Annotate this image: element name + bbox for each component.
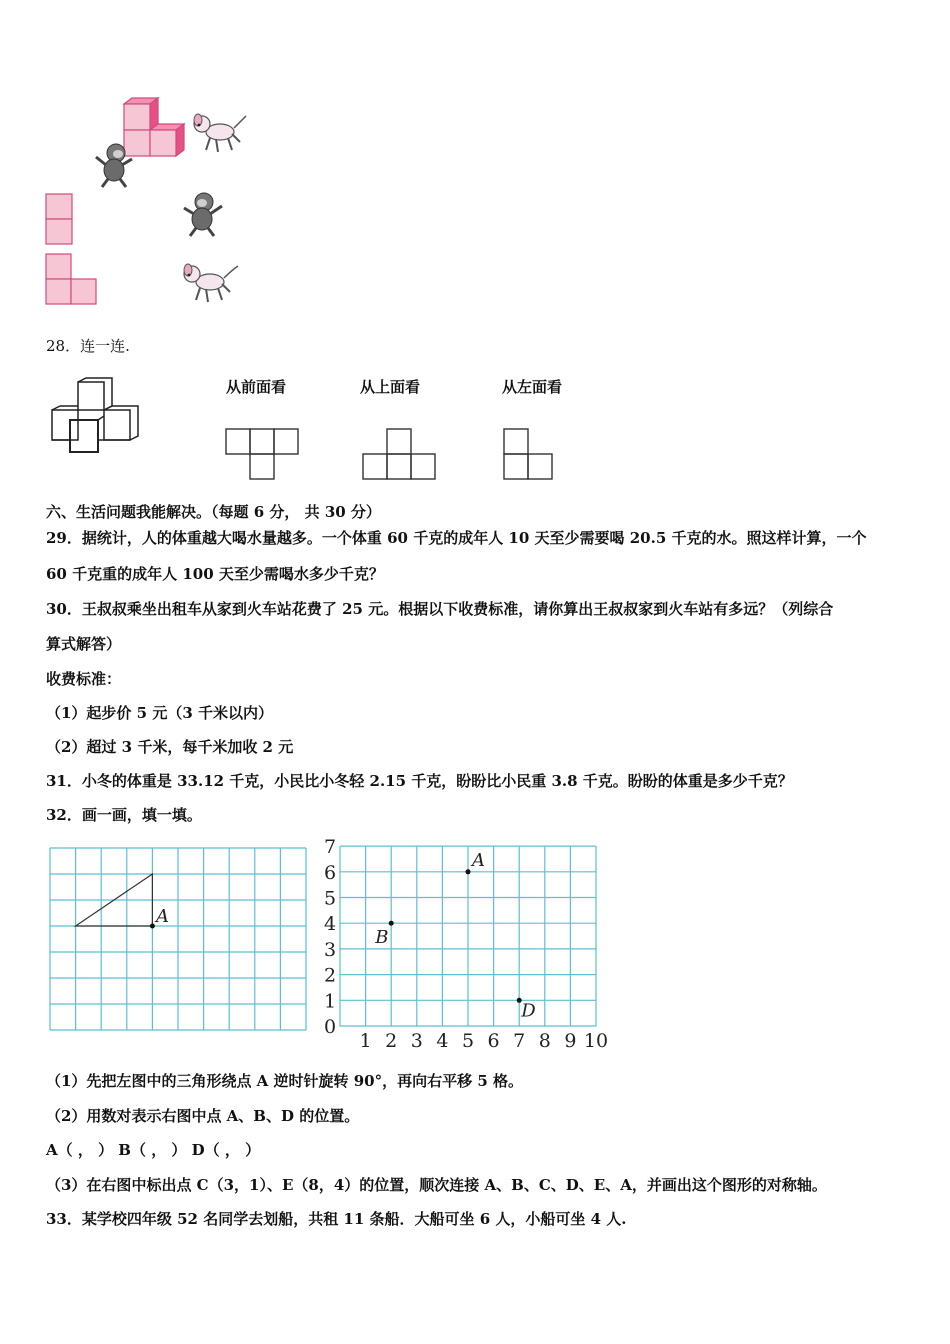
view-top-shape	[362, 428, 438, 482]
q32-sub2: （2）用数对表示右图中点 A、B、D 的位置。	[46, 1107, 360, 1125]
q27-view-column	[45, 193, 75, 247]
dog-icon	[180, 262, 240, 306]
y-tick-label: 6	[324, 861, 337, 884]
q31-line1: 31．小冬的体重是 33.12 千克，小民比小冬轻 2.15 千克，盼盼比小民重 3.8 千克。盼盼的体重是多少千克？	[46, 772, 793, 790]
q30-fee-rule1: （1）起步价 5 元（3 千米以内）	[46, 704, 273, 722]
left-point-a-label: A	[156, 906, 169, 927]
x-tick-label: 9	[564, 1030, 577, 1052]
x-tick-label: 2	[385, 1030, 398, 1052]
x-tick-label: 6	[487, 1030, 500, 1052]
point-b-label: B	[375, 927, 389, 949]
view-front-shape	[225, 428, 301, 482]
x-tick-label: 8	[538, 1030, 551, 1052]
view-front-label: 从前面看	[226, 378, 287, 396]
q32-sub1: （1）先把左图中的三角形绕点 A 逆时针旋转 90°，再向右平移 5 格。	[46, 1072, 523, 1090]
q32-sub2-answer[interactable]: A（ ， ） B（ ， ） D（ ， ）	[46, 1141, 261, 1159]
q30-line2: 算式解答）	[46, 635, 122, 653]
y-tick-label: 5	[324, 887, 337, 910]
q32-right-grid	[318, 838, 608, 1058]
q32-left-grid	[50, 848, 312, 1032]
view-left-shape	[503, 428, 555, 482]
x-tick-label: 1	[359, 1030, 372, 1052]
view-top-label: 从上面看	[360, 378, 421, 396]
q28-title: 28．连一连.	[46, 337, 130, 355]
q29-line1: 29．据统计，人的体重越大喝水量越多。一个体重 60 千克的成年人 10 天至少需要喝 20.5 千克的水。照这样计算，一个	[46, 529, 867, 547]
y-tick-label: 0	[324, 1016, 337, 1038]
view-left-label: 从左面看	[502, 378, 563, 396]
q30-line1: 30．王叔叔乘坐出租车从家到火车站花费了 25 元。根据以下收费标准，请你算出王叔叔家到火车站有多远？（列综合	[46, 600, 834, 618]
q32-sub3: （3）在右图中标出点 C（3，1）、E（8，4）的位置，顺次连接 A、B、C、D、E、A，并画出这个图形的对称轴。	[46, 1176, 827, 1194]
x-tick-label: 10	[583, 1030, 609, 1052]
y-tick-label: 3	[324, 938, 337, 961]
point-b	[389, 921, 394, 926]
left-point-a	[150, 924, 155, 929]
dog-icon	[190, 112, 248, 156]
q30-fee-title: 收费标准：	[46, 670, 122, 688]
point-a	[466, 869, 471, 874]
y-tick-label: 1	[324, 990, 337, 1013]
y-tick-label: 2	[324, 964, 337, 987]
q29-line2: 60 千克重的成年人 100 天至少需喝水多少千克？	[46, 565, 384, 583]
section-6-title: 六、生活问题我能解决。（每题 6 分， 共 30 分）	[46, 503, 381, 521]
point-a-label: A	[472, 849, 485, 871]
q30-fee-rule2: （2）超过 3 千米，每千米加收 2 元	[46, 738, 294, 756]
y-tick-label: 4	[324, 913, 337, 936]
x-tick-label: 3	[410, 1030, 423, 1052]
y-tick-label: 7	[324, 836, 337, 859]
q27-view-l-shape	[45, 253, 101, 307]
x-tick-label: 5	[461, 1030, 475, 1052]
q32-title: 32．画一画，填一填。	[46, 806, 202, 824]
monkey-icon	[92, 143, 138, 189]
point-d-label: D	[521, 1000, 536, 1022]
x-tick-label: 7	[513, 1030, 526, 1052]
q28-cube-figure	[50, 378, 150, 456]
x-tick-label: 4	[436, 1030, 449, 1052]
monkey-icon	[180, 192, 226, 238]
q33-line1: 33．某学校四年级 52 名同学去划船，共租 11 条船．大船可坐 6 人，小船可坐 4 人.	[46, 1210, 627, 1228]
